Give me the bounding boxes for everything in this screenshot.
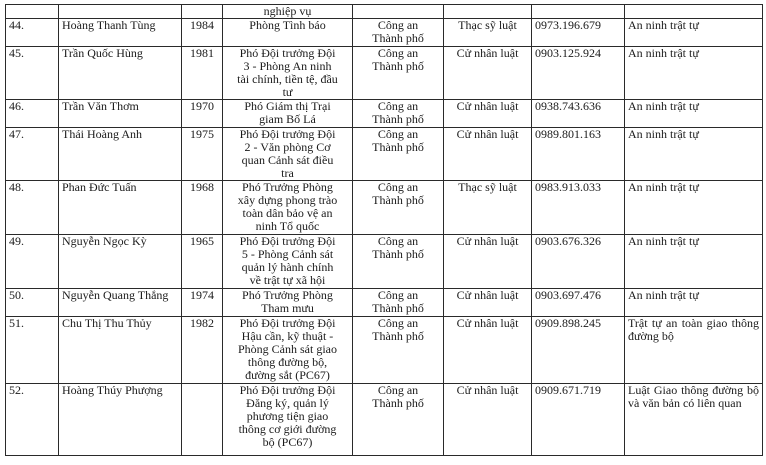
birth-year: [182, 384, 223, 456]
full-name: Chu Thị Thu Thủy: [59, 317, 182, 384]
table-row: [6, 289, 763, 317]
unit: Công an Thành phố: [353, 47, 444, 100]
degree: Thạc sỹ luật: [444, 19, 532, 47]
birth-year: 1975: [182, 128, 223, 181]
phone-number: 0983.913.033: [532, 181, 625, 235]
table-row: [6, 100, 763, 128]
position: Phó Đội trưởng Đội 5 - Phòng Cảnh sát quản lý hành chính về trật tự xã hội: [223, 235, 353, 289]
row-number: 52.: [6, 384, 59, 456]
birth-year: 1968: [182, 181, 223, 235]
position: Phó Trưởng Phòng Tham mưu: [223, 289, 353, 317]
position: nghiệp vụ: [223, 5, 353, 19]
full-name: Phan Đức Tuấn: [59, 181, 182, 235]
birth-year: 1982: [182, 317, 223, 384]
degree: Cử nhân luật: [444, 317, 532, 384]
unit: Công an Thành phố: [353, 100, 444, 128]
phone-number: [532, 5, 625, 19]
birth-year: 1984: [182, 19, 223, 47]
row-number: 49.: [6, 235, 59, 289]
degree: [444, 5, 532, 19]
full-name: Nguyễn Quang Thắng: [59, 289, 182, 317]
specialty-field: An ninh trật tự: [625, 235, 763, 289]
position: Phó Đội trưởng Đội 2 - Văn phòng Cơ quan Cảnh sát điều tra: [223, 128, 353, 181]
phone-number: 0989.801.163: [532, 128, 625, 181]
full-name: Thái Hoàng Anh: [59, 128, 182, 181]
phone-number: 0938.743.636: [532, 100, 625, 128]
row-number: 44.: [6, 19, 59, 47]
specialty-field: Trật tự an toàn giao thông đường bộ: [625, 317, 763, 384]
specialty-field: [625, 5, 763, 19]
birth-year: 1981: [182, 47, 223, 100]
birth-year: 1965: [182, 235, 223, 289]
position: Phó Đội trưởng Đội Hậu cần, kỹ thuật - Phòng Cảnh sát giao thông đường bộ, đường sắt (PC67): [223, 317, 353, 384]
row-number: 46.: [6, 100, 59, 128]
row-number: 45.: [6, 47, 59, 100]
full-name: Hoàng Thanh Tùng: [59, 19, 182, 47]
table-row: [6, 19, 763, 47]
specialty-field: An ninh trật tự: [625, 289, 763, 317]
full-name: Hoàng Thúy Phượng: [59, 384, 182, 456]
table-row: [6, 384, 763, 456]
table-row: [6, 235, 763, 289]
unit: Công an Thành phố: [353, 128, 444, 181]
specialty-field: An ninh trật tự: [625, 128, 763, 181]
specialty-field: An ninh trật tự: [625, 181, 763, 235]
degree: Cử nhân luật: [444, 235, 532, 289]
unit: Công an Thành phố: [353, 289, 444, 317]
degree: Cử nhân luật: [444, 384, 532, 456]
table-row: [6, 128, 763, 181]
position: Phó Đội trưởng Đội 3 - Phòng An ninh tài chính, tiền tệ, đầu tư: [223, 47, 353, 100]
specialty-field: Luật Giao thông đường bộ và văn bản có liên quan: [625, 384, 763, 456]
table-row: [6, 47, 763, 100]
birth-year: 1970: [182, 100, 223, 128]
phone-number: 0973.196.679: [532, 19, 625, 47]
row-number: 51.: [6, 317, 59, 384]
specialty-field: An ninh trật tự: [625, 19, 763, 47]
phone-number: 0903.125.924: [532, 47, 625, 100]
position: Phó Trưởng Phòng xây dựng phong trào toàn dân bảo vệ an ninh Tổ quốc: [223, 181, 353, 235]
phone-number: 0903.697.476: [532, 289, 625, 317]
degree: Cử nhân luật: [444, 289, 532, 317]
unit: Công an Thành phố: [353, 235, 444, 289]
unit: Công an Thành phố: [353, 181, 444, 235]
position: Phòng Tình báo: [223, 19, 353, 47]
full-name: Nguyễn Ngọc Kỳ: [59, 235, 182, 289]
unit: Công an Thành phố: [353, 317, 444, 384]
phone-number: 0909.898.245: [532, 317, 625, 384]
full-name: [59, 5, 182, 19]
position: Phó Đội trưởng Đội Đăng ký, quản lý phương tiện giao thông cơ giới đường bộ (PC67): [223, 384, 353, 456]
degree: Thạc sỹ luật: [444, 181, 532, 235]
row-number: [6, 5, 59, 19]
specialty-field: An ninh trật tự: [625, 100, 763, 128]
birth-year: 1974: [182, 289, 223, 317]
unit: Công an Thành phố: [353, 19, 444, 47]
unit: Công an Thành phố: [353, 384, 444, 456]
unit: [353, 5, 444, 19]
row-number: 48.: [6, 181, 59, 235]
row-number: 50.: [6, 289, 59, 317]
phone-number: 0903.676.326: [532, 235, 625, 289]
position: Phó Giám thị Trại giam Bố Lá: [223, 100, 353, 128]
birth-year: [182, 5, 223, 19]
specialty-field: An ninh trật tự: [625, 47, 763, 100]
officer-list-table: [5, 4, 763, 456]
table-row: [6, 317, 763, 384]
full-name: Trần Quốc Hùng: [59, 47, 182, 100]
table-row: [6, 5, 763, 19]
table-row: [6, 181, 763, 235]
degree: Cử nhân luật: [444, 47, 532, 100]
degree: Cử nhân luật: [444, 100, 532, 128]
phone-number: 0909.671.719: [532, 384, 625, 456]
row-number: 47.: [6, 128, 59, 181]
full-name: Trần Văn Thơm: [59, 100, 182, 128]
degree: Cử nhân luật: [444, 128, 532, 181]
